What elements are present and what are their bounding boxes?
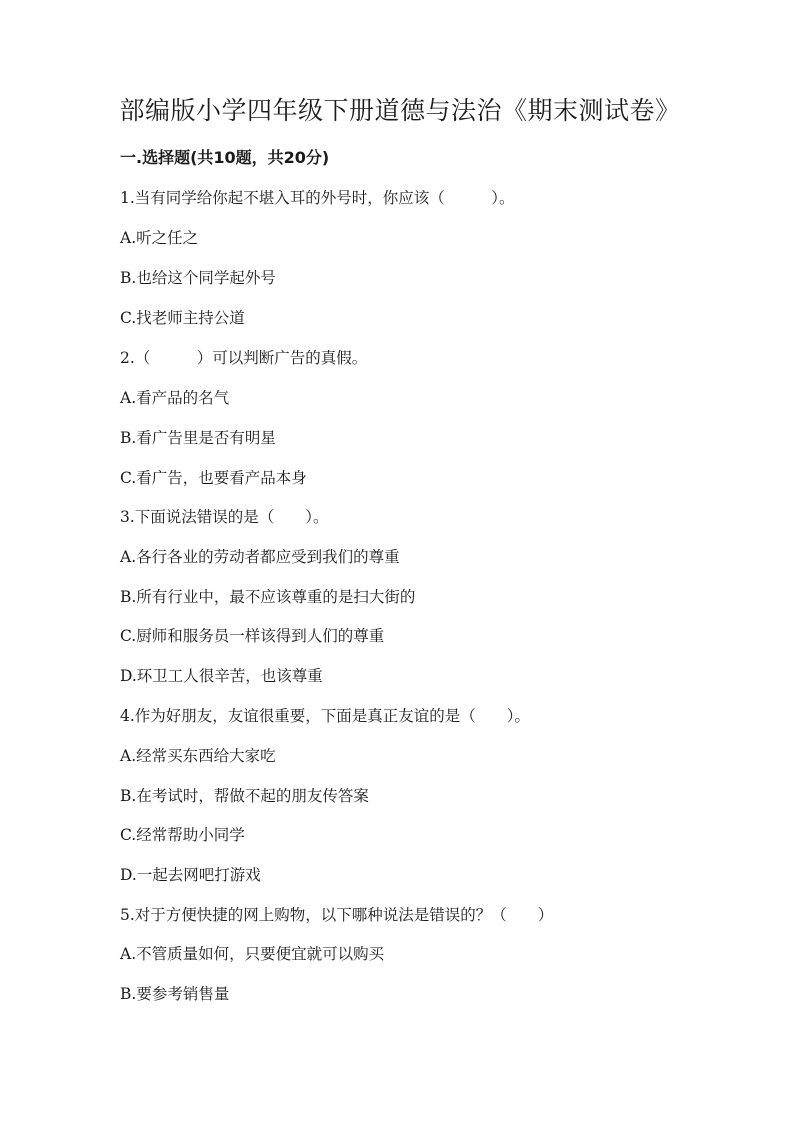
question-2-option-a: A.看产品的名气 bbox=[120, 389, 230, 407]
question-1-option-c: C.找老师主持公道 bbox=[120, 309, 245, 327]
question-5-option-a: A.不管质量如何，只要便宜就可以购买 bbox=[120, 945, 385, 963]
question-4-option-c: C.经常帮助小同学 bbox=[120, 826, 245, 844]
question-1-option-b: B.也给这个同学起外号 bbox=[120, 269, 276, 287]
question-2-option-c: C.看广告，也要看产品本身 bbox=[120, 469, 307, 487]
question-3-option-a: A.各行各业的劳动者都应受到我们的尊重 bbox=[120, 548, 400, 566]
question-2-stem: 2.（ ）可以判断广告的真假。 bbox=[120, 349, 368, 367]
question-3-stem: 3.下面说法错误的是（ ）。 bbox=[120, 508, 329, 526]
question-1-option-a: A.听之任之 bbox=[120, 229, 199, 247]
question-3-option-d: D.环卫工人很辛苦，也该尊重 bbox=[120, 667, 323, 685]
question-4-stem: 4.作为好朋友，友谊很重要，下面是真正友谊的是（ ）。 bbox=[120, 707, 531, 725]
question-1-stem: 1.当有同学给你起不堪入耳的外号时，你应该（ ）。 bbox=[120, 189, 515, 207]
question-4-option-a: A.经常买东西给大家吃 bbox=[120, 747, 276, 765]
question-4-option-b: B.在考试时，帮做不起的朋友传答案 bbox=[120, 787, 369, 805]
question-3-option-c: C.厨师和服务员一样该得到人们的尊重 bbox=[120, 627, 385, 645]
question-4-option-d: D.一起去网吧打游戏 bbox=[120, 866, 261, 884]
question-3-option-b: B.所有行业中，最不应该尊重的是扫大街的 bbox=[120, 588, 416, 606]
page-title: 部编版小学四年级下册道德与法治《期末测试卷》 bbox=[119, 96, 681, 125]
question-5-stem: 5.对于方便快捷的网上购物，以下哪种说法是错误的？（ ） bbox=[120, 906, 554, 924]
question-2-option-b: B.看广告里是否有明星 bbox=[120, 429, 276, 447]
question-5-option-b: B.要参考销售量 bbox=[120, 985, 230, 1003]
section-heading: 一.选择题(共10题，共20分) bbox=[120, 148, 330, 167]
